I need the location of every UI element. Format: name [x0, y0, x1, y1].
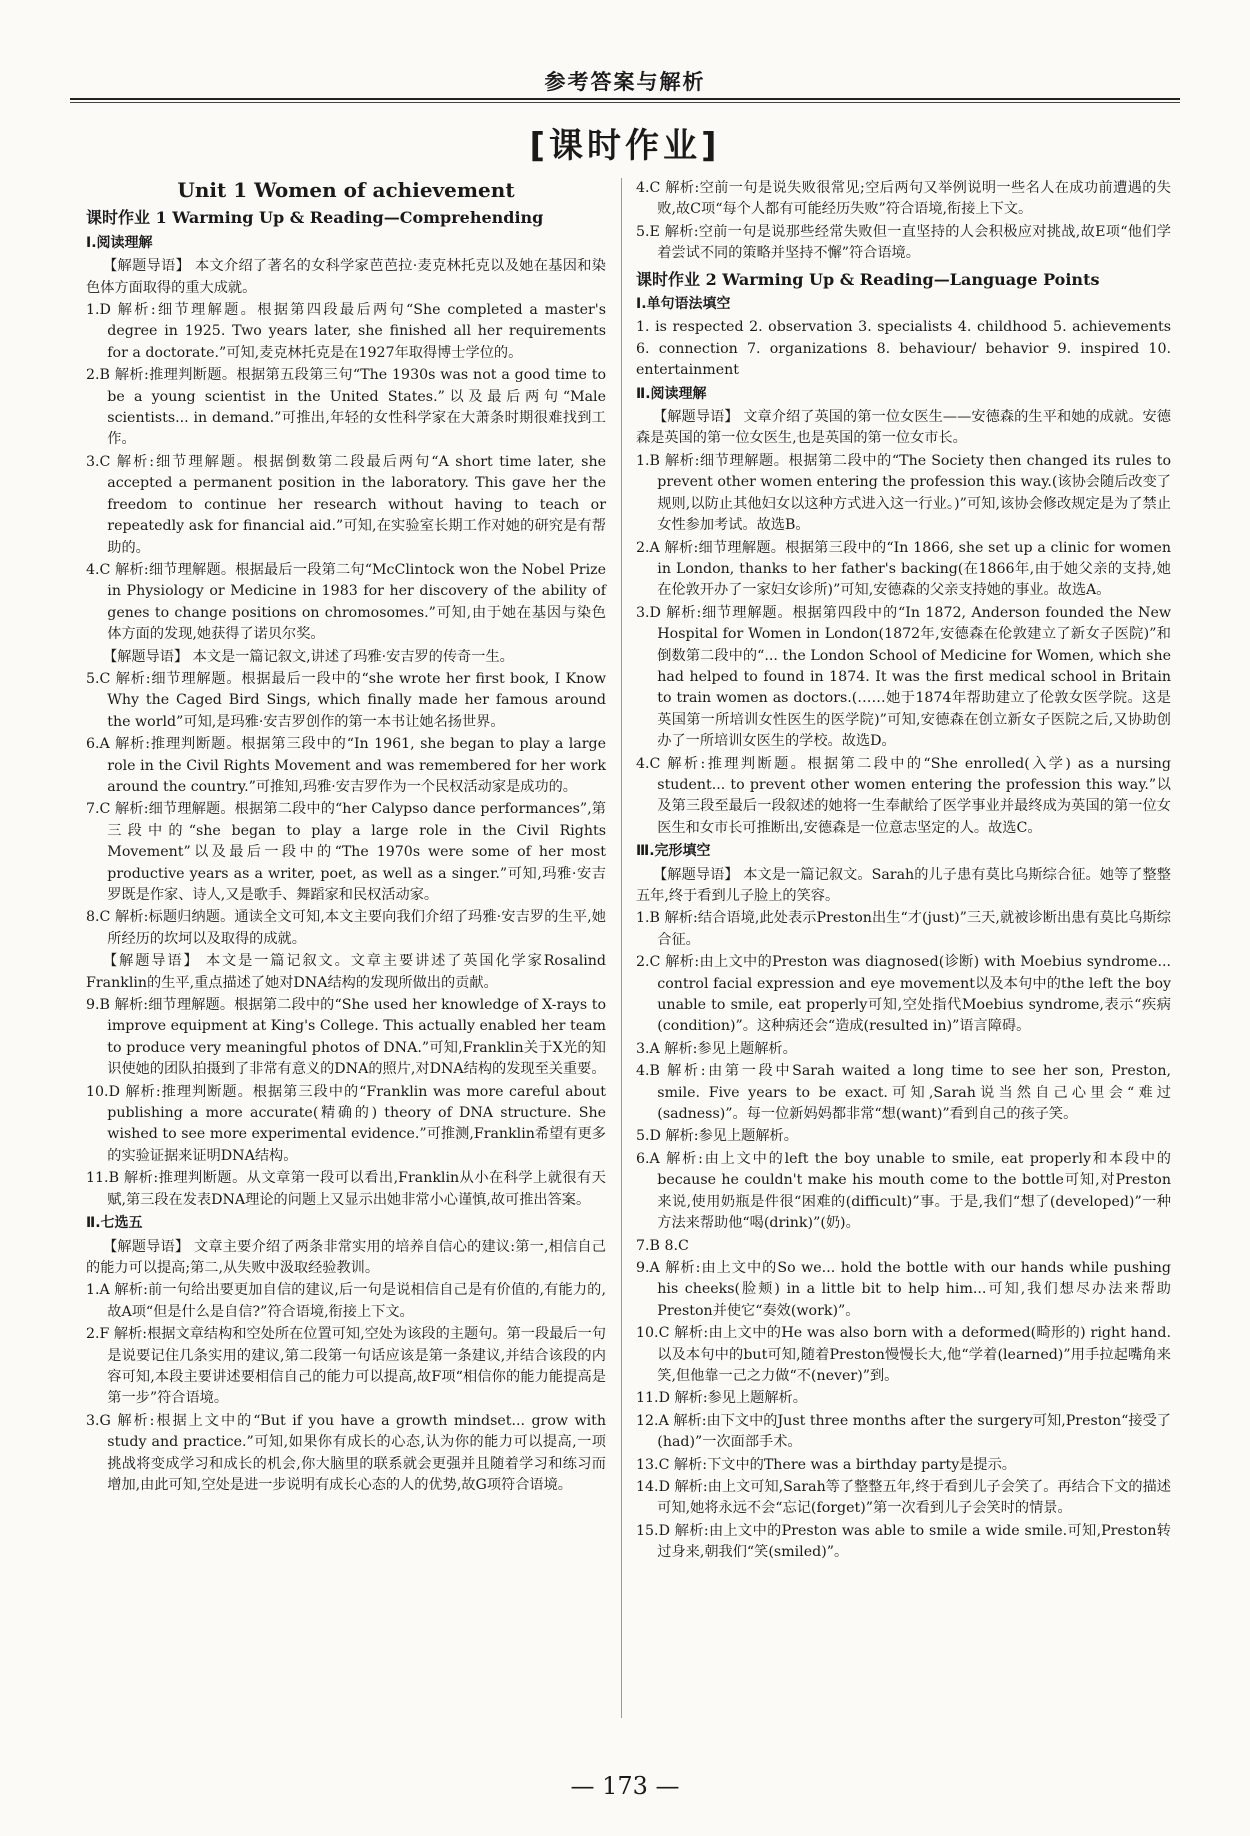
answer-item: 4.B 解析:由第一段中Sarah waited a long time to see her son, Preston, smile. Five years to be exact.可知,Sarah说当然自己心里会“难过(sadness)”。每一位新妈妈都非常“想(want)”看到自己的孩子笑。: [636, 1063, 1171, 1123]
reading-guide: 【解题导语】 文章主要介绍了两条非常实用的培养自信心的建议:第一,相信自己的能力可以提高;第二,从失败中汲取经验教训。: [86, 1238, 606, 1276]
part-heading: Ⅰ.单句语法填空: [636, 296, 731, 313]
reading-guide: 【解题导语】 本文是一篇记叙文,讲述了玛雅·安吉罗的传奇一生。: [103, 648, 514, 665]
answer-item: 2.C 解析:由上文中的Preston was diagnosed(诊断) with Moebius syndrome... control facial expression and eye movement以及本句中的the left the boy unable to smile, eat properly可知,空处指代Moebius syndrome,表示“疾病(condition)”。这种病还会“造成(resulted in)”语言障碍。: [636, 954, 1171, 1035]
answer-item: 10.C 解析:由上文中的He was also born with a deformed(畸形的) right hand.以及本句中的but可知,随着Preston慢慢长大,他“学着(learned)”用手拉起嘴角来笑,但他靠一己之力做“不(never)”到。: [636, 1325, 1171, 1384]
answer-item: 2.B 解析:推理判断题。根据第五段第三句“The 1930s was not a good time to be a young scientist in the United States.”以及最后两句“Male scientists... in demand.”可推出,年轻的女性科学家在大萧条时期很难找到工作。: [86, 367, 606, 448]
homework-title: 课时作业 2 Warming Up & Reading—Language Points: [636, 269, 1100, 289]
page-number: — 173 —: [570, 1772, 680, 1800]
answer-item: 13.C 解析:下文中的There was a birthday party是提示。: [636, 1456, 1016, 1473]
part-heading: Ⅲ.完形填空: [636, 843, 711, 860]
answer-item: 9.B 解析:细节理解题。根据第二段中的“She used her knowledge of X-rays to improve equipment at King's College. This actually enabled her team to produce very meaningful photos of DNA.”可知,Franklin关于X光的知识使她的团队拍摄到了非常有意义的DNA的照片,对DNA结构的发现至关重要。: [86, 997, 606, 1078]
section-title: [课时作业]: [529, 126, 721, 166]
answer-item: 1.D 解析:细节理解题。根据第四段最后两句“She completed a master's degree in 1925. Two years later, she finished all her requirements for a doctorate.”可知,麦克林托克是在1927年取得博士学位的。: [86, 302, 606, 361]
answer-item: 14.D 解析:由上文可知,Sarah等了整整五年,终于看到儿子会笑了。再结合下文的描述可知,她将永远不会“忘记(forget)”第一次看到儿子会笑时的情景。: [636, 1478, 1171, 1517]
left-column: [86, 178, 606, 1497]
part-heading: Ⅱ.七选五: [86, 1215, 143, 1232]
unit-title: Unit 1 Women of achievement: [177, 178, 515, 202]
fill-answers: 1. is respected 2. observation 3. specialists 4. childhood 5. achievements 6. connection 7. organizations 8. behaviour/ behavior 9. inspired 10. entertainment: [636, 319, 1171, 379]
head-rule-thin: [70, 102, 1180, 103]
answer-item: 3.A 解析:参见上题解析。: [636, 1040, 797, 1057]
answer-item: 5.D 解析:参见上题解析。: [636, 1128, 798, 1145]
answer-item: 8.C 解析:标题归纳题。通读全文可知,本文主要向我们介绍了玛雅·安吉罗的生平,她所经历的坎坷以及取得的成就。: [86, 909, 606, 947]
answer-item: 11.D 解析:参见上题解析。: [636, 1390, 807, 1407]
answer-item: 10.D 解析:推理判断题。根据第三段中的“Franklin was more careful about publishing a more accurate(精确的) theory of DNA structure. She wished to see more experimental evidence.”可推测,Franklin希望有更多的实验证据来证明DNA结构。: [86, 1083, 606, 1164]
column-divider: [621, 178, 622, 1718]
answer-item: 3.G 解析:根据上文中的“But if you have a growth mindset... grow with study and practice.”可知,如果你有成长的心态,认为你的能力可以提高,一项挑战将变成学习和成长的机会,你大脑里的联系就会更强并且随着学习和练习而增加,由此可知,空处是进一步说明有成长心态的人的优势,故G项符合语境。: [86, 1412, 606, 1493]
answer-item: 1.B 解析:细节理解题。根据第二段中的“The Society then changed its rules to prevent other women entering the profession this way.(该协会随后改变了规则,以防止其他妇女以这种方式进入这一行业。)”可知,该协会修改规定是为了禁止女性参加考试。故选B。: [636, 452, 1171, 534]
answer-item: 4.C 解析:推理判断题。根据第二段中的“She enrolled(入学) as a nursing student... to prevent other women entering the profession this way.”以及第三段至最后一段叙述的她将一生奉献给了医学事业并最终成为英国的第一位女医生和女市长可推断出,安德森是一位意志坚定的人。故选C。: [636, 755, 1171, 836]
answer-item: 7.B 8.C: [636, 1237, 689, 1254]
running-head: 参考答案与解析: [544, 70, 706, 94]
answer-item: 5.C 解析:细节理解题。根据最后一段中的“she wrote her first book, I Know Why the Caged Bird Sings, which finally made her famous around the world”可知,是玛雅·安吉罗创作的第一本书让她名扬世界。: [86, 670, 606, 730]
reading-guide: 【解题导语】 本文是一篇记叙文。Sarah的儿子患有莫比乌斯综合征。她等了整整五年,终于看到儿子脸上的笑容。: [636, 866, 1171, 904]
answer-item: 2.A 解析:细节理解题。根据第三段中的“In 1866, she set up a clinic for women in London, thanks to her father's backing(在1866年,由于她父亲的支持,她在伦敦开办了一家妇女诊所)”可知,安德森的父亲支持她的事业。故选A。: [636, 539, 1171, 599]
answer-item: 11.B 解析:推理判断题。从文章第一段可以看出,Franklin从小在科学上就很有天赋,第三段在发表DNA理论的问题上又显示出她非常小心谨慎,故可推出答案。: [86, 1170, 606, 1208]
answer-item: 7.C 解析:细节理解题。根据第二段中的“her Calypso dance performances”,第三段中的“she began to play a large role in the Civil Rights Movement”以及最后一段中的“The 1970s were some of her most productive years as a writer, poet, as well as a singer.”可知,玛雅·安吉罗既是作家、诗人,又是歌手、舞蹈家和民权活动家。: [86, 801, 606, 903]
answer-item: 3.D 解析:细节理解题。根据第四段中的“In 1872, Anderson founded the New Hospital for Women in London(1872年,安德森在伦敦建立了新女子医院)”和倒数第二段中的“... the London School of Medicine for Women, which she had helped to found in 1874. It was the first medical school in Britain to train women as doctors.(……她于1874年帮助建立了伦敦女医学院。这是英国第一所培训女性医生的医学院)”可知,安德森在创立新女子医院之后,又协助创办了一所培训女医生的学校。故选D。: [636, 604, 1171, 750]
answer-item: 3.C 解析:细节理解题。根据倒数第二段最后两句“A short time later, she accepted a permanent position in the laboratory. This gave her the freedom to continue her research without having to teach or repeatedly ask for financial aid.”可知,在实验室长期工作对她的研究是有帮助的。: [86, 453, 606, 556]
answer-item: 5.E 解析:空前一句是说那些经常失败但一直坚持的人会积极应对挑战,故E项“他们学着尝试不同的策略并坚持不懈”符合语境。: [636, 223, 1171, 262]
answer-item: 9.A 解析:由上文中的So we... hold the bottle with our hands while pushing his cheeks(脸颊) in a little bit to help him...可知,我们想尽办法来帮助Preston并使它“奏效(work)”。: [636, 1259, 1171, 1319]
answer-item: 15.D 解析:由上文中的Preston was able to smile a wide smile.可知,Preston转过身来,朝我们“笑(smiled)”。: [636, 1522, 1171, 1561]
answer-item: 4.C 解析:细节理解题。根据最后一段第二句“McClintock won the Nobel Prize in Physiology or Medicine in 1983 for her discovery of the ability of genes to change positions on chromosomes.”可知,由于她在基因与染色体方面的发现,她获得了诺贝尔奖。: [86, 561, 606, 643]
homework-title: 课时作业 1 Warming Up & Reading—Comprehending: [86, 208, 544, 228]
answer-item: 2.F 解析:根据文章结构和空处所在位置可知,空处为该段的主题句。第一段最后一句是说要记住几条实用的建议,第二段第一句话应该是第一条建议,并结合该段的内容可知,本段主要讲述要相信自己的能力可以提高,故F项“相信你的能力能提高是第一步”符合语境。: [86, 1326, 606, 1407]
part-heading: Ⅰ.阅读理解: [86, 234, 153, 251]
right-column: [636, 178, 1171, 1565]
answer-item: 4.C 解析:空前一句是说失败很常见;空后两句又举例说明一些名人在成功前遭遇的失败,故C项“每个人都有可能经历失败”符合语境,衔接上下文。: [636, 180, 1171, 218]
reading-guide: 【解题导语】 文章介绍了英国的第一位女医生——安德森的生平和她的成就。安德森是英国的第一位女医生,也是英国的第一位女市长。: [636, 409, 1171, 447]
answer-item: 12.A 解析:由下文中的Just three months after the surgery可知,Preston“接受了(had)”一次面部手术。: [636, 1412, 1171, 1451]
answer-item: 6.A 解析:由上文中的left the boy unable to smile, eat properly和本段中的because he couldn't make his mouth come to the bottle可知,对Preston来说,使用奶瓶是件很“困难的(difficult)”事。于是,我们“想了(developed)”一种方法来帮助他“喝(drink)”(奶)。: [636, 1150, 1171, 1232]
part-heading: Ⅱ.阅读理解: [636, 385, 707, 402]
answer-item: 6.A 解析:推理判断题。根据第三段中的“In 1961, she began to play a large role in the Civil Rights Movement and was remembered for her work around the country.”可推知,玛雅·安吉罗作为一个民权活动家是成功的。: [86, 736, 606, 795]
reading-guide: 【解题导语】 本文是一篇记叙文。文章主要讲述了英国化学家Rosalind Franklin的生平,重点描述了她对DNA结构的发现所做出的贡献。: [86, 953, 606, 991]
head-rule: [70, 98, 1180, 100]
reading-guide: 【解题导语】 本文介绍了著名的女科学家芭芭拉·麦克林托克以及她在基因和染色体方面取得的重大成就。: [86, 258, 606, 296]
answer-item: 1.B 解析:结合语境,此处表示Preston出生“才(just)”三天,就被诊断出患有莫比乌斯综合征。: [636, 910, 1171, 948]
answer-item: 1.A 解析:前一句给出要更加自信的建议,后一句是说相信自己是有价值的,有能力的,故A项“但是什么是自信?”符合语境,衔接上下文。: [86, 1282, 606, 1320]
